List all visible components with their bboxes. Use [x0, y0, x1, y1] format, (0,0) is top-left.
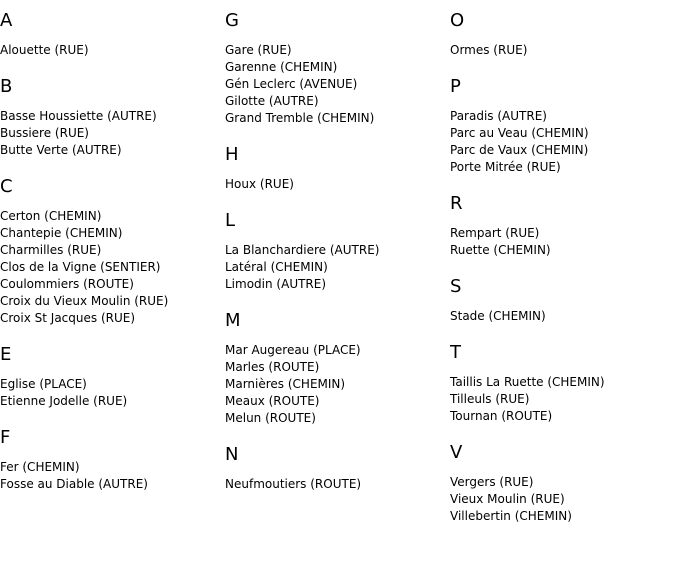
street-link[interactable]: Gén Leclerc (AVENUE)	[225, 77, 358, 91]
letter-heading: P	[450, 76, 461, 97]
letter-heading: H	[225, 144, 239, 165]
street-link[interactable]: Marles (ROUTE)	[225, 360, 320, 374]
letter-group	[225, 144, 450, 193]
letter-group	[0, 344, 225, 410]
street-link[interactable]: Butte Verte (AUTRE)	[0, 143, 122, 157]
street-link[interactable]: Etienne Jodelle (RUE)	[0, 394, 128, 408]
street-list	[450, 225, 675, 259]
street-link[interactable]: Alouette (RUE)	[0, 43, 89, 57]
street-list	[450, 374, 675, 425]
street-link[interactable]: Parc au Veau (CHEMIN)	[450, 126, 589, 140]
street-list	[225, 476, 450, 493]
letter-heading: E	[0, 344, 12, 365]
street-link[interactable]: Certon (CHEMIN)	[0, 209, 102, 223]
street-link[interactable]: Gare (RUE)	[225, 43, 292, 57]
street-link[interactable]: Coulommiers (ROUTE)	[0, 277, 134, 291]
street-link[interactable]: Croix du Vieux Moulin (RUE)	[0, 294, 169, 308]
street-link[interactable]: Grand Tremble (CHEMIN)	[225, 111, 375, 125]
street-list	[450, 474, 675, 525]
letter-group	[450, 193, 675, 259]
letter-heading: B	[0, 76, 13, 97]
street-link[interactable]: La Blanchardiere (AUTRE)	[225, 243, 380, 257]
street-link[interactable]: Fosse au Diable (AUTRE)	[0, 477, 148, 491]
street-link[interactable]: Ruette (CHEMIN)	[450, 243, 551, 257]
street-link[interactable]: Houx (RUE)	[225, 177, 294, 191]
letter-heading: L	[225, 210, 236, 231]
letter-heading: F	[0, 427, 11, 448]
index-column	[0, 10, 225, 510]
street-list	[0, 208, 225, 327]
letter-heading: R	[450, 193, 463, 214]
letter-group	[225, 444, 450, 493]
letter-group	[450, 342, 675, 425]
street-link[interactable]: Chantepie (CHEMIN)	[0, 226, 123, 240]
street-link[interactable]: Vergers (RUE)	[450, 475, 534, 489]
street-list	[0, 108, 225, 159]
index-column	[450, 10, 675, 542]
street-link[interactable]: Marnières (CHEMIN)	[225, 377, 346, 391]
street-list	[225, 176, 450, 193]
letter-heading: C	[0, 176, 13, 197]
letter-heading: N	[225, 444, 239, 465]
letter-heading: V	[450, 442, 463, 463]
street-link[interactable]: Paradis (AUTRE)	[450, 109, 547, 123]
letter-group	[0, 427, 225, 493]
street-link[interactable]: Charmilles (RUE)	[0, 243, 102, 257]
letter-group	[225, 310, 450, 427]
letter-group	[450, 442, 675, 525]
street-list	[0, 376, 225, 410]
letter-group	[0, 76, 225, 159]
street-link[interactable]: Melun (ROUTE)	[225, 411, 316, 425]
street-list	[450, 108, 675, 176]
street-list	[0, 459, 225, 493]
street-list	[225, 242, 450, 293]
street-list	[225, 42, 450, 127]
letter-heading: G	[225, 10, 239, 31]
street-list	[225, 342, 450, 427]
letter-heading: M	[225, 310, 241, 331]
street-link[interactable]: Parc de Vaux (CHEMIN)	[450, 143, 589, 157]
street-link[interactable]: Rempart (RUE)	[450, 226, 540, 240]
street-list	[450, 308, 675, 325]
street-link[interactable]: Vieux Moulin (RUE)	[450, 492, 565, 506]
street-link[interactable]: Fer (CHEMIN)	[0, 460, 80, 474]
street-link[interactable]: Ormes (RUE)	[450, 43, 528, 57]
letter-group	[0, 10, 225, 59]
street-link[interactable]: Eglise (PLACE)	[0, 377, 87, 391]
street-link[interactable]: Stade (CHEMIN)	[450, 309, 546, 323]
street-link[interactable]: Neufmoutiers (ROUTE)	[225, 477, 362, 491]
letter-heading: S	[450, 276, 462, 297]
street-link[interactable]: Meaux (ROUTE)	[225, 394, 320, 408]
street-link[interactable]: Basse Houssiette (AUTRE)	[0, 109, 157, 123]
street-link[interactable]: Porte Mitrée (RUE)	[450, 160, 561, 174]
street-link[interactable]: Villebertin (CHEMIN)	[450, 509, 572, 523]
letter-group	[225, 210, 450, 293]
street-list	[0, 42, 225, 59]
street-link[interactable]: Mar Augereau (PLACE)	[225, 343, 361, 357]
street-link[interactable]: Tilleuls (RUE)	[450, 392, 530, 406]
street-link[interactable]: Tournan (ROUTE)	[450, 409, 553, 423]
street-link[interactable]: Bussiere (RUE)	[0, 126, 89, 140]
letter-group	[450, 10, 675, 59]
letter-heading: T	[450, 342, 461, 363]
letter-heading: A	[0, 10, 13, 31]
letter-group	[450, 276, 675, 325]
street-link[interactable]: Latéral (CHEMIN)	[225, 260, 328, 274]
street-link[interactable]: Croix St Jacques (RUE)	[0, 311, 136, 325]
letter-group	[0, 176, 225, 327]
street-link[interactable]: Gilotte (AUTRE)	[225, 94, 319, 108]
street-link[interactable]: Limodin (AUTRE)	[225, 277, 327, 291]
street-list	[450, 42, 675, 59]
street-link[interactable]: Taillis La Ruette (CHEMIN)	[450, 375, 605, 389]
street-link[interactable]: Clos de la Vigne (SENTIER)	[0, 260, 161, 274]
street-link[interactable]: Garenne (CHEMIN)	[225, 60, 338, 74]
index-column	[225, 10, 450, 510]
letter-heading: O	[450, 10, 465, 31]
letter-group	[225, 10, 450, 127]
letter-group	[450, 76, 675, 176]
